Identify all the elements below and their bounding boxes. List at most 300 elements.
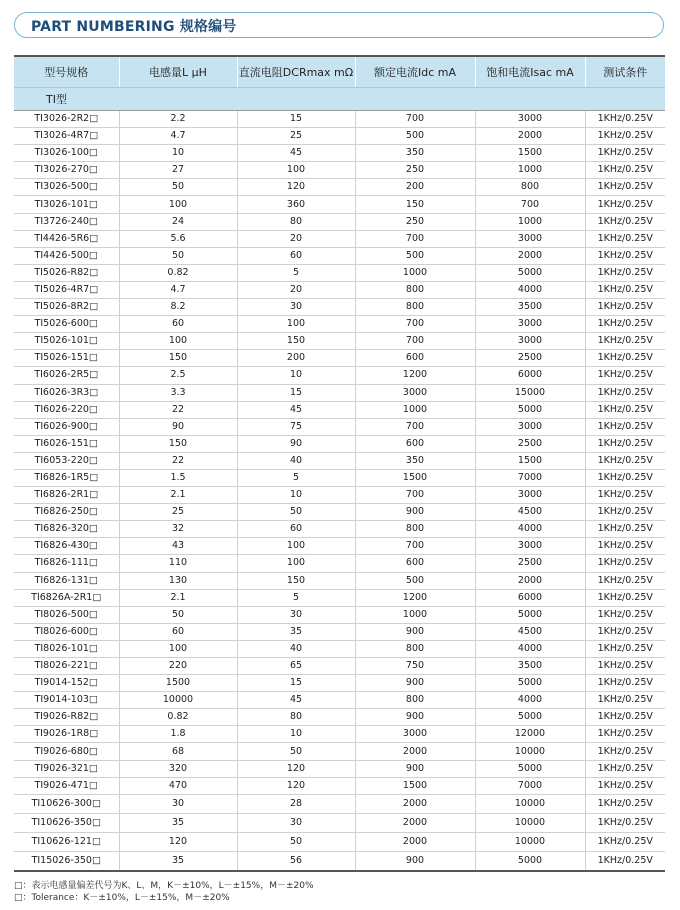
table-cell: 1.5 bbox=[119, 469, 237, 486]
table-cell: 100 bbox=[119, 333, 237, 350]
table-row bbox=[14, 589, 665, 606]
table-cell: TI4426-5R6□ bbox=[14, 230, 119, 247]
table-cell: 45 bbox=[237, 401, 355, 418]
table-cell: 600 bbox=[355, 435, 475, 452]
footnote-chinese: □：表示电感量偏差代号为K、L、M，K－±10%，L－±15%，M－±20% bbox=[14, 881, 314, 891]
table-cell: 0.82 bbox=[119, 264, 237, 281]
group-label: TI型 bbox=[14, 88, 665, 111]
table-row bbox=[14, 832, 665, 851]
column-header: 电感量L μH bbox=[119, 56, 237, 88]
table-cell: 800 bbox=[475, 179, 585, 196]
table-row bbox=[14, 435, 665, 452]
table-row bbox=[14, 709, 665, 726]
table-cell: 1KHz/0.25V bbox=[585, 469, 665, 486]
column-header: 额定电流Idc mA bbox=[355, 56, 475, 88]
table-row bbox=[14, 692, 665, 709]
table-cell: TI9026-R82□ bbox=[14, 709, 119, 726]
table-cell: 25 bbox=[237, 128, 355, 145]
table-cell: TI5026-8R2□ bbox=[14, 299, 119, 316]
table-cell: 900 bbox=[355, 675, 475, 692]
table-cell: TI3026-100□ bbox=[14, 145, 119, 162]
table-cell: 0.82 bbox=[119, 709, 237, 726]
table-cell: 2.2 bbox=[119, 111, 237, 128]
table-cell: 4.7 bbox=[119, 128, 237, 145]
table-cell: 2500 bbox=[475, 435, 585, 452]
table-row bbox=[14, 572, 665, 589]
table-cell: 5 bbox=[237, 264, 355, 281]
table-cell: TI6053-220□ bbox=[14, 452, 119, 469]
table-cell: 120 bbox=[237, 760, 355, 777]
table-cell: 3500 bbox=[475, 658, 585, 675]
table-row bbox=[14, 247, 665, 264]
table-cell: 50 bbox=[237, 743, 355, 760]
table-row bbox=[14, 162, 665, 179]
table-cell: 43 bbox=[119, 538, 237, 555]
table-cell: 10 bbox=[237, 367, 355, 384]
table-cell: 1KHz/0.25V bbox=[585, 384, 665, 401]
table-cell: 200 bbox=[237, 350, 355, 367]
table-cell: 30 bbox=[237, 606, 355, 623]
table-cell: 1KHz/0.25V bbox=[585, 452, 665, 469]
table-cell: 4000 bbox=[475, 281, 585, 298]
table-cell: 30 bbox=[119, 794, 237, 813]
table-row bbox=[14, 777, 665, 794]
table-cell: 1KHz/0.25V bbox=[585, 675, 665, 692]
table-cell: 1KHz/0.25V bbox=[585, 247, 665, 264]
table-cell: 15 bbox=[237, 384, 355, 401]
table-cell: 5 bbox=[237, 469, 355, 486]
table-row bbox=[14, 487, 665, 504]
table-row bbox=[14, 367, 665, 384]
table-cell: TI9026-680□ bbox=[14, 743, 119, 760]
table-cell: 800 bbox=[355, 640, 475, 657]
table-cell: 2000 bbox=[475, 572, 585, 589]
table-cell: TI9026-321□ bbox=[14, 760, 119, 777]
table-cell: 35 bbox=[119, 813, 237, 832]
table-cell: 900 bbox=[355, 623, 475, 640]
table-cell: 1KHz/0.25V bbox=[585, 658, 665, 675]
table-cell: 20 bbox=[237, 230, 355, 247]
table-cell: 5 bbox=[237, 589, 355, 606]
table-cell: 500 bbox=[355, 572, 475, 589]
table-row bbox=[14, 281, 665, 298]
table-cell: 1KHz/0.25V bbox=[585, 760, 665, 777]
table-cell: 220 bbox=[119, 658, 237, 675]
table-cell: 320 bbox=[119, 760, 237, 777]
table-cell: 3000 bbox=[475, 418, 585, 435]
table-row bbox=[14, 760, 665, 777]
table-cell: 10 bbox=[237, 726, 355, 743]
table-row bbox=[14, 264, 665, 281]
table-cell: 1KHz/0.25V bbox=[585, 162, 665, 179]
table-cell: 68 bbox=[119, 743, 237, 760]
table-cell: 1KHz/0.25V bbox=[585, 179, 665, 196]
table-cell: TI3026-4R7□ bbox=[14, 128, 119, 145]
table-cell: 100 bbox=[237, 555, 355, 572]
table-cell: 50 bbox=[119, 179, 237, 196]
table-cell: 7000 bbox=[475, 469, 585, 486]
table-cell: 1500 bbox=[355, 777, 475, 794]
table-cell: 200 bbox=[355, 179, 475, 196]
table-cell: 1KHz/0.25V bbox=[585, 401, 665, 418]
table-cell: 2000 bbox=[355, 794, 475, 813]
table-cell: 1KHz/0.25V bbox=[585, 813, 665, 832]
table-cell: TI8026-101□ bbox=[14, 640, 119, 657]
table-cell: 1000 bbox=[355, 606, 475, 623]
table-cell: 100 bbox=[237, 316, 355, 333]
table-cell: 60 bbox=[119, 623, 237, 640]
table-cell: 1KHz/0.25V bbox=[585, 572, 665, 589]
table-cell: 1KHz/0.25V bbox=[585, 350, 665, 367]
table-cell: TI8026-600□ bbox=[14, 623, 119, 640]
table-cell: 1KHz/0.25V bbox=[585, 692, 665, 709]
table-cell: 27 bbox=[119, 162, 237, 179]
table-cell: TI9026-1R8□ bbox=[14, 726, 119, 743]
table-cell: 10000 bbox=[119, 692, 237, 709]
column-header: 测试条件 bbox=[585, 56, 665, 88]
footnotes bbox=[14, 880, 314, 904]
table-cell: TI5026-4R7□ bbox=[14, 281, 119, 298]
table-cell: 3000 bbox=[475, 538, 585, 555]
table-cell: 1KHz/0.25V bbox=[585, 435, 665, 452]
table-cell: 500 bbox=[355, 128, 475, 145]
table-cell: 600 bbox=[355, 350, 475, 367]
table-cell: TI6026-151□ bbox=[14, 435, 119, 452]
table-row bbox=[14, 675, 665, 692]
table-cell: 1KHz/0.25V bbox=[585, 709, 665, 726]
table-cell: 22 bbox=[119, 401, 237, 418]
table-cell: TI3026-270□ bbox=[14, 162, 119, 179]
table-cell: TI6826-250□ bbox=[14, 504, 119, 521]
table-cell: TI4426-500□ bbox=[14, 247, 119, 264]
table-cell: 1KHz/0.25V bbox=[585, 726, 665, 743]
table-cell: 4.7 bbox=[119, 281, 237, 298]
table-cell: 1KHz/0.25V bbox=[585, 418, 665, 435]
table-row bbox=[14, 350, 665, 367]
table-cell: 3000 bbox=[475, 111, 585, 128]
table-cell: 120 bbox=[237, 777, 355, 794]
table-cell: 15 bbox=[237, 675, 355, 692]
table-cell: 120 bbox=[119, 832, 237, 851]
table-cell: TI6826A-2R1□ bbox=[14, 589, 119, 606]
table-cell: 50 bbox=[119, 606, 237, 623]
table-cell: 150 bbox=[237, 572, 355, 589]
table-cell: 3000 bbox=[475, 333, 585, 350]
table-row bbox=[14, 333, 665, 350]
table-cell: 24 bbox=[119, 213, 237, 230]
table-cell: 5000 bbox=[475, 709, 585, 726]
table-cell: 900 bbox=[355, 709, 475, 726]
table-cell: TI9026-471□ bbox=[14, 777, 119, 794]
table-header-row bbox=[14, 56, 665, 88]
table-cell: TI5026-101□ bbox=[14, 333, 119, 350]
table-cell: 45 bbox=[237, 145, 355, 162]
table-cell: 100 bbox=[119, 640, 237, 657]
table-cell: TI3026-101□ bbox=[14, 196, 119, 213]
table-cell: 15000 bbox=[475, 384, 585, 401]
table-cell: 3000 bbox=[355, 726, 475, 743]
table-cell: TI10626-121□ bbox=[14, 832, 119, 851]
table-cell: 1500 bbox=[475, 452, 585, 469]
table-cell: 800 bbox=[355, 521, 475, 538]
table-cell: 900 bbox=[355, 851, 475, 871]
table-cell: 250 bbox=[355, 213, 475, 230]
table-row bbox=[14, 726, 665, 743]
table-row bbox=[14, 128, 665, 145]
table-cell: TI6026-3R3□ bbox=[14, 384, 119, 401]
table-cell: 1KHz/0.25V bbox=[585, 367, 665, 384]
table-cell: 35 bbox=[237, 623, 355, 640]
table-row bbox=[14, 743, 665, 760]
table-cell: TI6826-320□ bbox=[14, 521, 119, 538]
table-cell: 1KHz/0.25V bbox=[585, 281, 665, 298]
table-row bbox=[14, 606, 665, 623]
table-cell: 12000 bbox=[475, 726, 585, 743]
table-cell: TI6826-2R1□ bbox=[14, 487, 119, 504]
table-cell: 1KHz/0.25V bbox=[585, 777, 665, 794]
table-cell: 60 bbox=[119, 316, 237, 333]
table-cell: 1KHz/0.25V bbox=[585, 487, 665, 504]
table-cell: 800 bbox=[355, 299, 475, 316]
table-row bbox=[14, 504, 665, 521]
table-cell: 20 bbox=[237, 281, 355, 298]
group-row bbox=[14, 88, 665, 111]
table-row bbox=[14, 538, 665, 555]
table-cell: 1KHz/0.25V bbox=[585, 538, 665, 555]
table-row bbox=[14, 316, 665, 333]
table-cell: 6000 bbox=[475, 367, 585, 384]
table-cell: 4000 bbox=[475, 640, 585, 657]
table-cell: 5000 bbox=[475, 675, 585, 692]
table-cell: 50 bbox=[119, 247, 237, 264]
table-row bbox=[14, 452, 665, 469]
table-cell: 5000 bbox=[475, 401, 585, 418]
table-row bbox=[14, 401, 665, 418]
table-cell: 3500 bbox=[475, 299, 585, 316]
table-cell: 600 bbox=[355, 555, 475, 572]
table-cell: 1.8 bbox=[119, 726, 237, 743]
table-cell: TI8026-221□ bbox=[14, 658, 119, 675]
table-cell: 40 bbox=[237, 640, 355, 657]
table-cell: 700 bbox=[355, 538, 475, 555]
table-cell: 1000 bbox=[355, 401, 475, 418]
table-body bbox=[14, 111, 665, 871]
table-cell: 2.5 bbox=[119, 367, 237, 384]
table-cell: 22 bbox=[119, 452, 237, 469]
table-cell: 80 bbox=[237, 709, 355, 726]
table-cell: 1KHz/0.25V bbox=[585, 589, 665, 606]
table-row bbox=[14, 469, 665, 486]
table-cell: 130 bbox=[119, 572, 237, 589]
table-cell: 5000 bbox=[475, 851, 585, 871]
table-cell: TI5026-R82□ bbox=[14, 264, 119, 281]
table-cell: 3.3 bbox=[119, 384, 237, 401]
table-cell: 1KHz/0.25V bbox=[585, 230, 665, 247]
table-cell: 900 bbox=[355, 760, 475, 777]
table-cell: 2.1 bbox=[119, 589, 237, 606]
table-cell: 4500 bbox=[475, 504, 585, 521]
table-cell: 700 bbox=[475, 196, 585, 213]
table-cell: 10000 bbox=[475, 813, 585, 832]
table-cell: 10000 bbox=[475, 794, 585, 813]
table-cell: 1KHz/0.25V bbox=[585, 851, 665, 871]
table-cell: 1KHz/0.25V bbox=[585, 640, 665, 657]
table-cell: 750 bbox=[355, 658, 475, 675]
table-cell: 1KHz/0.25V bbox=[585, 111, 665, 128]
table-cell: 3000 bbox=[475, 230, 585, 247]
table-row bbox=[14, 640, 665, 657]
table-cell: 35 bbox=[119, 851, 237, 871]
part-numbering-table bbox=[14, 55, 665, 872]
table-cell: 1KHz/0.25V bbox=[585, 743, 665, 760]
table-cell: 350 bbox=[355, 452, 475, 469]
table-cell: 2000 bbox=[355, 832, 475, 851]
table-cell: 100 bbox=[237, 538, 355, 555]
table-cell: 75 bbox=[237, 418, 355, 435]
table-row bbox=[14, 521, 665, 538]
table-cell: 1KHz/0.25V bbox=[585, 196, 665, 213]
table-cell: 90 bbox=[237, 435, 355, 452]
table-cell: 110 bbox=[119, 555, 237, 572]
table-cell: 32 bbox=[119, 521, 237, 538]
table-row bbox=[14, 813, 665, 832]
table-cell: 360 bbox=[237, 196, 355, 213]
table-row bbox=[14, 111, 665, 128]
table-row bbox=[14, 418, 665, 435]
table-cell: 45 bbox=[237, 692, 355, 709]
table-cell: 4500 bbox=[475, 623, 585, 640]
table-row bbox=[14, 230, 665, 247]
table-cell: 10000 bbox=[475, 832, 585, 851]
column-header: 饱和电流Isac mA bbox=[475, 56, 585, 88]
table-cell: 700 bbox=[355, 487, 475, 504]
table-cell: 3000 bbox=[355, 384, 475, 401]
table-cell: 1500 bbox=[355, 469, 475, 486]
table-cell: TI9014-103□ bbox=[14, 692, 119, 709]
table-cell: 30 bbox=[237, 299, 355, 316]
table-cell: 800 bbox=[355, 281, 475, 298]
table-cell: 10 bbox=[237, 487, 355, 504]
table-cell: 250 bbox=[355, 162, 475, 179]
table-cell: 1KHz/0.25V bbox=[585, 832, 665, 851]
table-row bbox=[14, 196, 665, 213]
table-row bbox=[14, 299, 665, 316]
table-cell: 8.2 bbox=[119, 299, 237, 316]
table-row bbox=[14, 794, 665, 813]
table-cell: 1KHz/0.25V bbox=[585, 794, 665, 813]
table-cell: 1000 bbox=[475, 162, 585, 179]
table-cell: 5000 bbox=[475, 760, 585, 777]
column-header: 直流电阻DCRmax mΩ bbox=[237, 56, 355, 88]
table-cell: TI9014-152□ bbox=[14, 675, 119, 692]
table-cell: 500 bbox=[355, 247, 475, 264]
table-cell: 56 bbox=[237, 851, 355, 871]
table-cell: 2000 bbox=[355, 813, 475, 832]
table-cell: 30 bbox=[237, 813, 355, 832]
table-cell: 2500 bbox=[475, 555, 585, 572]
table-cell: 3000 bbox=[475, 487, 585, 504]
table-cell: 150 bbox=[119, 435, 237, 452]
table-cell: 700 bbox=[355, 316, 475, 333]
table-cell: 1500 bbox=[475, 145, 585, 162]
table-cell: 800 bbox=[355, 692, 475, 709]
table-cell: TI6026-220□ bbox=[14, 401, 119, 418]
table-cell: 150 bbox=[355, 196, 475, 213]
table-cell: TI6026-2R5□ bbox=[14, 367, 119, 384]
table-cell: TI10626-350□ bbox=[14, 813, 119, 832]
table-cell: 90 bbox=[119, 418, 237, 435]
table-cell: 3000 bbox=[475, 316, 585, 333]
table-cell: 65 bbox=[237, 658, 355, 675]
table-cell: TI8026-500□ bbox=[14, 606, 119, 623]
table-cell: 50 bbox=[237, 832, 355, 851]
table-cell: TI5026-151□ bbox=[14, 350, 119, 367]
table-cell: 1KHz/0.25V bbox=[585, 213, 665, 230]
column-header: 型号规格 bbox=[14, 56, 119, 88]
table-cell: 1KHz/0.25V bbox=[585, 316, 665, 333]
table-cell: 60 bbox=[237, 521, 355, 538]
table-cell: 4000 bbox=[475, 521, 585, 538]
table-cell: 50 bbox=[237, 504, 355, 521]
table-cell: 1KHz/0.25V bbox=[585, 299, 665, 316]
table-row bbox=[14, 384, 665, 401]
table-cell: TI3026-500□ bbox=[14, 179, 119, 196]
table-cell: 700 bbox=[355, 111, 475, 128]
table-cell: TI6826-111□ bbox=[14, 555, 119, 572]
footnote-english: □：Tolerance：K－±10%，L－±15%，M－±20% bbox=[14, 893, 230, 903]
table-cell: 470 bbox=[119, 777, 237, 794]
table-cell: 2000 bbox=[475, 128, 585, 145]
table-cell: 6000 bbox=[475, 589, 585, 606]
table-cell: 1KHz/0.25V bbox=[585, 264, 665, 281]
table-cell: 5.6 bbox=[119, 230, 237, 247]
table-cell: 4000 bbox=[475, 692, 585, 709]
table-cell: TI5026-600□ bbox=[14, 316, 119, 333]
table-cell: 1KHz/0.25V bbox=[585, 504, 665, 521]
table-cell: 1KHz/0.25V bbox=[585, 521, 665, 538]
table-row bbox=[14, 179, 665, 196]
table-cell: TI3726-240□ bbox=[14, 213, 119, 230]
table-cell: 150 bbox=[237, 333, 355, 350]
table-row bbox=[14, 213, 665, 230]
table-cell: 1KHz/0.25V bbox=[585, 606, 665, 623]
table-cell: 2000 bbox=[475, 247, 585, 264]
table-cell: 700 bbox=[355, 418, 475, 435]
table-cell: 150 bbox=[119, 350, 237, 367]
table-cell: 10000 bbox=[475, 743, 585, 760]
table-cell: 1000 bbox=[355, 264, 475, 281]
table-cell: TI6026-900□ bbox=[14, 418, 119, 435]
table-cell: 700 bbox=[355, 230, 475, 247]
table-cell: TI6826-1R5□ bbox=[14, 469, 119, 486]
table-cell: 80 bbox=[237, 213, 355, 230]
table-cell: 40 bbox=[237, 452, 355, 469]
table-cell: 7000 bbox=[475, 777, 585, 794]
table-cell: 1200 bbox=[355, 589, 475, 606]
table-cell: 350 bbox=[355, 145, 475, 162]
table-cell: TI6826-131□ bbox=[14, 572, 119, 589]
table-cell: 120 bbox=[237, 179, 355, 196]
table-cell: 15 bbox=[237, 111, 355, 128]
table-cell: 25 bbox=[119, 504, 237, 521]
table-cell: 900 bbox=[355, 504, 475, 521]
table-row bbox=[14, 145, 665, 162]
table-row bbox=[14, 658, 665, 675]
table-cell: TI6826-430□ bbox=[14, 538, 119, 555]
table-cell: 2000 bbox=[355, 743, 475, 760]
table-cell: 1KHz/0.25V bbox=[585, 555, 665, 572]
section-title-bar bbox=[14, 12, 664, 38]
